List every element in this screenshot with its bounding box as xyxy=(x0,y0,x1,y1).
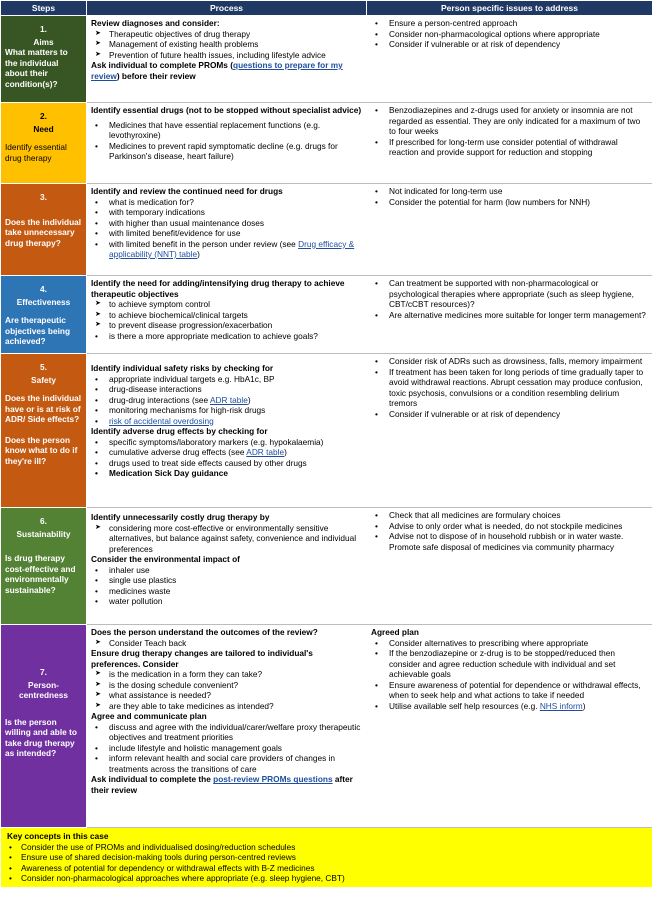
process-lead: Ensure drug therapy changes are tailored to individual's preferences. Consider xyxy=(91,648,313,669)
process-person-centredness xyxy=(87,625,367,828)
list-item: ➤ Management of existing health problems xyxy=(91,39,362,50)
header-issues: Person specific issues to address xyxy=(367,1,652,16)
step-title: Safety xyxy=(31,374,56,385)
list-item: • drugs used to treat side effects caused by other drugs xyxy=(91,458,362,469)
list-item: • monitoring mechanisms for high-risk drugs xyxy=(91,405,362,416)
step-question: Are therapeutic objectives being achieved? xyxy=(5,315,71,347)
row-unnecessary xyxy=(1,184,652,276)
process-lead: Review diagnoses and consider: xyxy=(91,18,220,28)
process-list xyxy=(91,120,362,162)
list-item: • Not indicated for long-term use xyxy=(371,186,648,197)
adr-table-link[interactable]: ADR table xyxy=(246,447,285,458)
process-lead: Identify essential drugs (not to be stopped without specialist advice) xyxy=(91,105,362,115)
row-safety xyxy=(1,354,652,508)
list-item: • drug-disease interactions xyxy=(91,384,362,395)
issues-unnecessary xyxy=(367,184,652,276)
process-lead: Identify the need for adding/intensifying drug therapy to achieve therapeutic objectives xyxy=(91,278,345,299)
text: Ask individual to complete the xyxy=(91,774,214,785)
step-sustainability xyxy=(1,508,87,625)
list-item: • If the benzodiazepine or z-drug is to be stopped/reduced then consider and agree reduction schedule with individual and set achievable goals xyxy=(371,648,648,680)
list-item: ➤ to achieve biochemical/clinical targets xyxy=(91,310,362,321)
list-item: • Consider risk of ADRs such as drowsiness, falls, memory impairment xyxy=(371,356,648,367)
list-item: ➤ is the medication in a form they can take? xyxy=(91,669,362,680)
list-item: • what is medication for? xyxy=(91,197,362,208)
step-unnecessary xyxy=(1,184,87,276)
issues-effectiveness xyxy=(367,276,652,354)
process-lead: Identify and review the continued need for drugs xyxy=(91,186,283,196)
list-item: • appropriate individual targets e.g. HbA1c, BP xyxy=(91,374,362,385)
key-concepts-row xyxy=(1,828,652,888)
post-review-proms-link[interactable]: post-review PROMs questions xyxy=(213,774,333,785)
list-item xyxy=(91,447,362,458)
list-item: • Check that all medicines are formulary choices xyxy=(371,510,648,521)
issues-safety xyxy=(367,354,652,508)
step-number: 1. xyxy=(40,24,47,34)
step-number: 3. xyxy=(40,192,47,202)
nhs-inform-link[interactable]: NHS inform xyxy=(539,700,583,711)
list-item: ➤ are they able to take medicines as intended? xyxy=(91,701,362,712)
process-list xyxy=(91,299,362,331)
text: ) xyxy=(197,249,200,260)
nnt-table-link[interactable]: Drug efficacy & applicability (NNT) table xyxy=(109,238,355,260)
key-concepts-title: Key concepts in this case xyxy=(7,831,109,841)
list-item: • Consider alternatives to prescribing where appropriate xyxy=(371,638,648,649)
list-item: • Consider if vulnerable or at risk of dependency xyxy=(371,409,648,420)
process-unnecessary xyxy=(87,184,367,276)
list-item: • discuss and agree with the individual/carer/welfare proxy therapeutic objectives and treatment priorities xyxy=(91,722,362,743)
process-lead: Identify individual safety risks by checking for xyxy=(91,363,274,373)
row-aims xyxy=(1,16,652,103)
list-item: • Consider non-pharmacological options where appropriate xyxy=(371,29,648,40)
step-question-2: Does the person know what to do if they're ill? xyxy=(5,434,78,466)
list-item: • Consider non-pharmacological approaches where appropriate (e.g. sleep hygiene, CBT) xyxy=(7,873,646,884)
process-need xyxy=(87,103,367,184)
text: drug-drug interactions (see xyxy=(109,394,211,405)
issues-need xyxy=(367,103,652,184)
step-need xyxy=(1,103,87,184)
list-item: • Advise to only order what is needed, do not stockpile medicines xyxy=(371,521,648,532)
step-question: Identify essential drug therapy xyxy=(5,142,67,163)
list-item: • Benzodiazepines and z-drugs used for anxiety or insomnia are not regarded as essential. They are only indicated for a maximum of two to four weeks xyxy=(371,105,648,137)
process-list xyxy=(91,523,362,555)
step-safety xyxy=(1,354,87,508)
issues-list xyxy=(371,356,648,419)
process-list xyxy=(91,197,362,260)
step-aims xyxy=(1,16,87,103)
proms-prepare-link[interactable]: questions to prepare for my review xyxy=(91,60,343,81)
list-item: • Medicines to prevent rapid symptomatic decline (e.g. drugs for Parkinson's disease, heart failure) xyxy=(91,141,362,162)
list-item: • with higher than usual maintenance doses xyxy=(91,218,362,229)
list-item: • with temporary indications xyxy=(91,207,362,218)
process-lead: Identify adverse drug effects by checking for xyxy=(91,426,268,437)
issues-list xyxy=(371,18,648,50)
process-lead: Does the person understand the outcomes of the review? xyxy=(91,627,318,637)
list-item: • Ensure use of shared decision-making tools during person-centred reviews xyxy=(7,852,646,863)
row-sustainability xyxy=(1,508,652,625)
process-lead: Consider the environmental impact of xyxy=(91,554,240,565)
issues-sustainability xyxy=(367,508,652,625)
step-title: Person-centredness xyxy=(19,679,68,701)
list-item: • Ensure awareness of potential for dependence or withdrawal effects, when to seek help and what actions to take if needed xyxy=(371,680,648,701)
text: cumulative adverse drug effects (see xyxy=(109,447,247,458)
row-need xyxy=(1,103,652,184)
step-effectiveness xyxy=(1,276,87,354)
process-lead: Identify unnecessarily costly drug therapy by xyxy=(91,512,270,522)
key-concepts-list xyxy=(7,842,646,884)
process-list xyxy=(91,565,362,607)
list-item: ➤ Consider Teach back xyxy=(91,638,362,649)
list-item: ➤ Therapeutic objectives of drug therapy xyxy=(91,29,362,40)
list-item: • with limited benefit/evidence for use xyxy=(91,228,362,239)
step-number: 5. xyxy=(40,362,47,372)
issues-lead: Agreed plan xyxy=(371,627,419,637)
list-item: • Medication Sick Day guidance xyxy=(91,468,362,479)
text: with limited benefit in the person under review (see xyxy=(109,238,299,249)
process-list xyxy=(91,29,362,61)
post-proms-instruction xyxy=(91,774,362,795)
header-process: Process xyxy=(87,1,367,16)
list-item xyxy=(91,416,362,427)
step-person-centredness xyxy=(1,625,87,828)
issues-list xyxy=(371,105,648,158)
list-item: • Advise not to dispose of in household rubbish or in water waste. Promote safe disposal of medicines via community pharmacy xyxy=(371,531,648,552)
process-list xyxy=(91,638,362,649)
list-item xyxy=(371,701,648,712)
step-title: Aims xyxy=(33,36,54,47)
text: ) before their review xyxy=(116,70,196,81)
row-person-centredness xyxy=(1,625,652,828)
text: after their review xyxy=(91,774,353,795)
issues-list xyxy=(371,510,648,552)
text: ) xyxy=(247,394,251,405)
issues-list xyxy=(371,638,648,712)
list-item: ➤ what assistance is needed? xyxy=(91,690,362,701)
step-question: Does the individual have or is at risk of ADR/ Side effects? xyxy=(5,393,82,425)
adr-table-link[interactable]: ADR table xyxy=(210,394,248,405)
list-item: • single use plastics xyxy=(91,575,362,586)
step-question: Does the individual take unnecessary drug therapy? xyxy=(5,216,82,248)
list-item: ➤ Prevention of future health issues, including lifestyle advice xyxy=(91,50,362,61)
list-item: ➤ to prevent disease progression/exacerbation xyxy=(91,320,362,331)
list-item: • is there a more appropriate medication to achieve goals? xyxy=(91,331,362,342)
list-item: • Consider the use of PROMs and individualised dosing/reduction schedules xyxy=(7,842,646,853)
step-number: 6. xyxy=(40,516,47,526)
process-list xyxy=(91,331,362,342)
step-number: 7. xyxy=(40,667,47,677)
step-title: Sustainability xyxy=(16,528,71,539)
text: Utilise available self help resources (e.g. xyxy=(389,700,540,711)
list-item: • specific symptoms/laboratory markers (e.g. hypokalaemia) xyxy=(91,437,362,448)
text: ) xyxy=(284,447,287,458)
list-item xyxy=(91,239,362,260)
step-title: Need xyxy=(33,123,54,134)
list-item: • If prescribed for long-term use consider potential of withdrawal reaction and provide support for reduction and stopping xyxy=(371,137,648,158)
row-effectiveness xyxy=(1,276,652,354)
process-list xyxy=(91,722,362,775)
process-list xyxy=(91,374,362,427)
step-number: 2. xyxy=(40,111,47,121)
overdose-link[interactable]: risk of accidental overdosing xyxy=(109,415,214,426)
step-question: Is the person willing and able to take drug therapy as intended? xyxy=(5,716,77,759)
step-title: Effectiveness xyxy=(16,296,71,307)
step-number: 4. xyxy=(40,284,47,294)
list-item: • Awareness of potential for dependency or withdrawal effects with B-Z medicines xyxy=(7,863,646,874)
list-item: • inhaler use xyxy=(91,565,362,576)
proms-instruction xyxy=(91,60,362,81)
step-question: Is drug therapy cost-effective and environmentally sustainable? xyxy=(5,553,76,595)
process-effectiveness xyxy=(87,276,367,354)
list-item: • Medicines that have essential replacement functions (e.g. levothyroxine) xyxy=(91,120,362,141)
list-item: ➤ to achieve symptom control xyxy=(91,299,362,310)
list-item: ➤ considering more cost-effective or environmentally sensitive alternatives, but balance against safety, convenience and individual preferences xyxy=(91,523,362,555)
list-item: • Ensure a person-centred approach xyxy=(371,18,648,29)
process-list xyxy=(91,437,362,479)
header-steps: Steps xyxy=(1,1,87,16)
list-item: • include lifestyle and holistic management goals xyxy=(91,743,362,754)
list-item: ➤ is the dosing schedule convenient? xyxy=(91,680,362,691)
list-item: • medicines waste xyxy=(91,586,362,597)
key-concepts xyxy=(1,828,652,888)
list-item: • inform relevant health and social care providers of changes in treatments across the transitions of care xyxy=(91,753,362,774)
header-row xyxy=(1,1,652,16)
list-item: • water pollution xyxy=(91,596,362,607)
list-item xyxy=(91,395,362,406)
list-item: • Are alternative medicines more suitable for longer term management? xyxy=(371,310,648,321)
process-safety xyxy=(87,354,367,508)
process-lead: Agree and communicate plan xyxy=(91,711,207,722)
list-item: • Consider the potential for harm (low numbers for NNH) xyxy=(371,197,648,208)
issues-list xyxy=(371,186,648,207)
process-sustainability xyxy=(87,508,367,625)
process-aims xyxy=(87,16,367,103)
process-list xyxy=(91,669,362,711)
list-item: • Can treatment be supported with non-pharmacological or psychological therapies where appropriate (such as sleep hygiene, CBT/cCBT resources)? xyxy=(371,278,648,310)
issues-aims xyxy=(367,16,652,103)
issues-person-centredness xyxy=(367,625,652,828)
text: Ask individual to complete PROMs ( xyxy=(91,60,233,71)
list-item: • Consider if vulnerable or at risk of dependency xyxy=(371,39,648,50)
step-question: What matters to the individual about their condition(s)? xyxy=(5,47,68,89)
text: ) xyxy=(582,700,586,711)
issues-list xyxy=(371,278,648,320)
list-item: • If treatment has been taken for long periods of time gradually taper to avoid withdrawal reactions. Abrupt cessation may produce confusion, toxic psychosis, convulsions or a condition resembling delirium tremors xyxy=(371,367,648,409)
